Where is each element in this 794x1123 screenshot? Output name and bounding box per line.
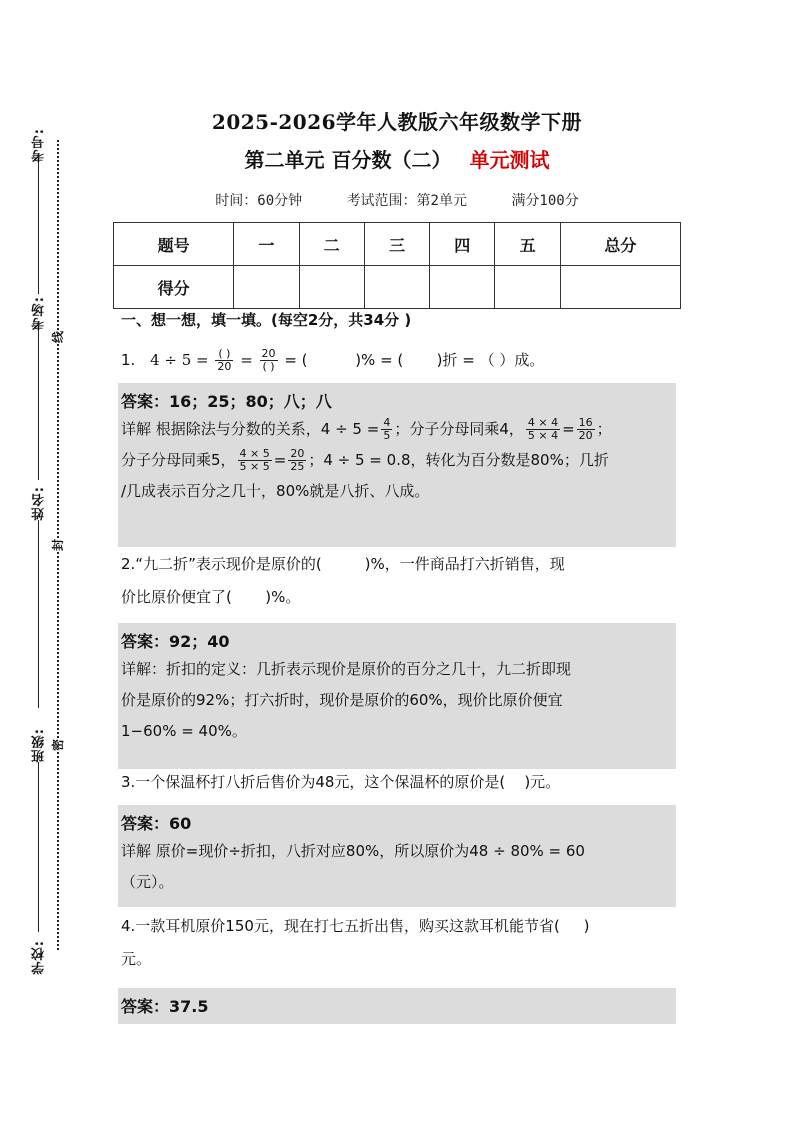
frac-num: 20 [290, 447, 305, 460]
detail-text: 分子分母同乘5， [121, 451, 236, 469]
detail-fraction [577, 417, 595, 442]
score-row-label: 得分 [114, 266, 234, 309]
frac-den: 25 [290, 460, 305, 473]
score-header-cell: 四 [430, 223, 495, 266]
q4-line-1: 4.一款耳机原价150元，现在打七五折出售，购买这款耳机能节省( ) [121, 917, 590, 935]
label-kaochang: 考场: [32, 296, 47, 331]
q1-detail-line-2 [118, 445, 676, 476]
score-input-cell[interactable] [364, 266, 429, 309]
q1-num: 1. [121, 351, 136, 369]
xingming-underline [38, 520, 39, 708]
exam-meta [0, 190, 794, 210]
frac-den: 20 [217, 360, 232, 373]
q4-answer: 答案：37.5 [121, 997, 209, 1016]
detail-text: = [562, 420, 575, 438]
score-input-cell[interactable] [560, 266, 680, 309]
score-input-cell[interactable] [430, 266, 495, 309]
q1-fraction-1 [215, 348, 233, 373]
label-xingming: 姓名: [32, 486, 47, 521]
frac-num: 4 [383, 416, 391, 429]
section-1-title: 一、想一想，填一填。(每空2分，共34分 ) [121, 311, 412, 329]
detail-fraction [238, 448, 272, 473]
q3-answer-box [118, 805, 676, 907]
frac-den: 5 [383, 429, 391, 442]
frac-den: ( ) [262, 360, 275, 373]
label-kaohao: 考号: [32, 128, 47, 163]
q2-answer-box [118, 623, 676, 769]
exam-scope: 考试范围：第2单元 [346, 193, 467, 209]
question-4 [121, 910, 677, 976]
frac-num: 4 × 4 [527, 416, 559, 429]
detail-text: = [273, 451, 287, 469]
kaohao-underline [38, 162, 39, 294]
frac-den: 5 × 5 [239, 460, 270, 473]
detail-text: ；4 ÷ 5 = 0.8，转化为百分数是80%；几折 [308, 451, 609, 469]
exam-time: 时间：60分钟 [215, 193, 303, 209]
score-input-cell[interactable] [299, 266, 364, 309]
q2-detail-line-3: 1−60% = 40%。 [121, 722, 247, 740]
q1-answer-box [118, 383, 676, 547]
q1-detail-line-1 [118, 414, 676, 445]
kaochang-underline [38, 330, 39, 480]
q2-answer: 答案：92；40 [121, 632, 230, 651]
detail-text: ； [596, 420, 612, 438]
score-table [113, 222, 681, 309]
frac-num: 4 × 5 [239, 447, 270, 460]
page-title: 2025-2026学年人教版六年级数学下册 [211, 110, 583, 134]
q2-line-1: 2.“九二折”表示现价是原价的( )%，一件商品打六折销售，现 [121, 555, 565, 573]
score-header-cell: 题号 [114, 223, 234, 266]
cut-char-xian: 线 [51, 330, 66, 344]
score-header-cell: 总分 [560, 223, 680, 266]
score-table-header [114, 223, 681, 266]
q1-answer: 答案：16；25；80；八；八 [121, 392, 332, 411]
q2-detail-line-2: 价是原价的92%；打六折时，现价是原价的60%，现价比原价便宜 [121, 691, 563, 709]
score-header-cell: 二 [299, 223, 364, 266]
q1-detail-line-3: /几成表示百分之几十，80%就是八折、八成。 [121, 482, 430, 500]
score-header-cell: 五 [495, 223, 560, 266]
label-banji: 班级: [32, 728, 47, 763]
label-xuexiao: 学校: [32, 940, 47, 975]
q3-detail-line-2: （元）。 [121, 873, 174, 891]
frac-num: 20 [261, 347, 276, 360]
frac-num: ( ) [215, 348, 233, 361]
detail-text: 详解 根据除法与分数的关系，4 ÷ 5 = [121, 420, 380, 438]
detail-fraction [288, 448, 306, 473]
score-table-row [114, 266, 681, 309]
q1-expr: 4 ÷ 5 = [150, 351, 209, 369]
detail-fraction [381, 417, 392, 442]
frac-den: 5 × 4 [527, 429, 559, 442]
cut-char-feng: 封 [51, 538, 66, 552]
exam-full-score: 满分100分 [511, 193, 579, 209]
question-2 [121, 548, 677, 614]
q1-tail: = ( )% = ( )折 = （ ）成。 [284, 351, 545, 369]
question-1 [121, 344, 677, 377]
q4-answer-box [118, 988, 676, 1024]
question-3: 3.一个保温杯打八折后售价为48元，这个保温杯的原价是( )元。 [121, 773, 561, 791]
cut-char-mi: 密 [51, 738, 66, 752]
score-header-cell: 三 [364, 223, 429, 266]
frac-den: 20 [578, 429, 593, 442]
q2-line-2: 价比原价便宜了( )%。 [121, 588, 301, 606]
score-input-cell[interactable] [495, 266, 560, 309]
score-input-cell[interactable] [234, 266, 299, 309]
q3-answer: 答案：60 [121, 814, 192, 833]
subtitle-text: 第二单元 百分数（二） [244, 148, 452, 172]
frac-num: 16 [578, 416, 593, 429]
subtitle-red: 单元测试 [469, 148, 550, 172]
q4-line-2: 元。 [121, 950, 152, 968]
detail-fraction [526, 417, 560, 442]
q2-detail-line-1: 详解：折扣的定义：几折表示现价是原价的百分之几十，九二折即现 [121, 660, 572, 678]
page-subtitle [0, 144, 794, 173]
q1-fraction-2 [260, 348, 278, 373]
detail-text: ；分子分母同乘4， [394, 420, 524, 438]
banji-underline [38, 762, 39, 932]
q1-eq: = [240, 351, 253, 369]
q3-detail-line-1: 详解 原价=现价÷折扣，八折对应80%，所以原价为48 ÷ 80% = 60 [121, 842, 585, 860]
score-header-cell: 一 [234, 223, 299, 266]
